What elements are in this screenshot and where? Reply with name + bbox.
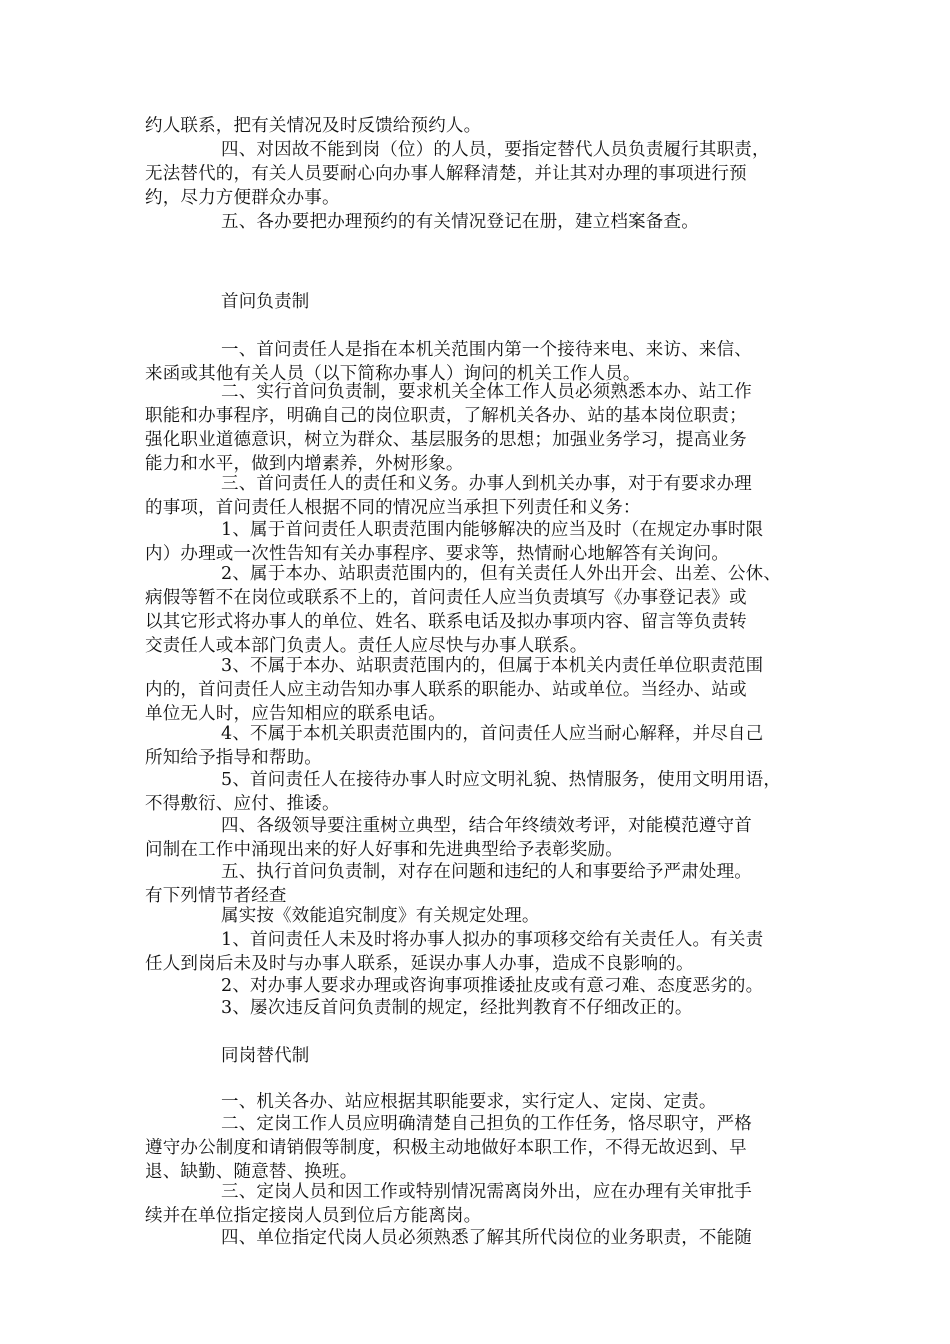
text-line: 2、对办事人要求办理或咨询事项推诿扯皮或有意刁难、态度恶劣的。 [221, 976, 764, 996]
text-line: 任人到岗后未及时与办事人联系，延误办事人办事，造成不良影响的。 [145, 954, 694, 974]
text-line: 续并在单位指定接岗人员到位后方能离岗。 [145, 1206, 482, 1226]
section-heading: 同岗替代制 [221, 1046, 310, 1066]
text-line: 交责任人或本部门负责人。责任人应尽快与办事人联系。 [145, 636, 588, 656]
text-line: 四、单位指定代岗人员必须熟悉了解其所代岗位的业务职责，不能随 [221, 1228, 752, 1248]
text-line: 3、屡次违反首问负责制的规定，经批判教育不仔细改正的。 [221, 998, 693, 1018]
text-line: 内）办理或一次性告知有关办事程序、要求等，热情耐心地解答有关询问。 [145, 544, 730, 564]
text-line: 属实按《效能追究制度》有关规定处理。 [221, 906, 540, 926]
text-line: 遵守办公制度和请销假等制度，积极主动地做好本职工作，不得无故迟到、早 [145, 1138, 747, 1158]
text-line: 问制在工作中涌现出来的好人好事和先进典型给予表彰奖励。 [145, 840, 623, 860]
text-line: 2、属于本办、站职责范围内的，但有关责任人外出开会、出差、公休、 [221, 564, 782, 584]
text-line: 5、首问责任人在接待办事人时应文明礼貌、热情服务，使用文明用语， [221, 770, 782, 790]
text-line: 一、首问责任人是指在本机关范围内第一个接待来电、来访、来信、 [221, 340, 752, 360]
text-line: 强化职业道德意识，树立为群众、基层服务的思想；加强业务学习，提高业务 [145, 430, 747, 450]
text-line: 能力和水平，做到内增素养，外树形象。 [145, 454, 464, 474]
text-line: 二、定岗工作人员应明确清楚自己担负的工作任务，恪尽职守，严格 [221, 1114, 752, 1134]
text-line: 无法替代的，有关人员要耐心向办事人解释清楚，并让其对办理的事项进行预 [145, 164, 747, 184]
text-line: 五、各办要把办理预约的有关情况登记在册，建立档案备查。 [221, 212, 699, 232]
text-line: 来函或其他有关人员（以下简称办事人）询问的机关工作人员。 [145, 364, 641, 384]
text-line: 1、首问责任人未及时将办事人拟办的事项移交给有关责任人。有关责 [221, 930, 764, 950]
text-line: 4、不属于本机关职责范围内的，首问责任人应当耐心解释，并尽自己 [221, 724, 764, 744]
text-line: 约人联系，把有关情况及时反馈给预约人。 [145, 116, 482, 136]
text-line: 职能和办事程序，明确自己的岗位职责，了解机关各办、站的基本岗位职责； [145, 406, 747, 426]
text-line: 一、机关各办、站应根据其职能要求，实行定人、定岗、定责。 [221, 1092, 717, 1112]
text-line: 的事项，首问责任人根据不同的情况应当承担下列责任和义务： [145, 498, 641, 518]
text-line: 二、实行首问负责制，要求机关全体工作人员必须熟悉本办、站工作 [221, 382, 752, 402]
text-line: 四、各级领导要注重树立典型，结合年终绩效考评，对能模范遵守首 [221, 816, 752, 836]
text-line: 退、缺勤、随意替、换班。 [145, 1162, 358, 1182]
text-line: 五、执行首问负责制，对存在问题和违纪的人和事要给予严肃处理。 [221, 862, 752, 882]
text-line: 四、对因故不能到岗（位）的人员，要指定替代人员负责履行其职责， [221, 140, 770, 160]
text-line: 约，尽力方便群众办事。 [145, 188, 340, 208]
text-line: 病假等暂不在岗位或联系不上的，首问责任人应当负责填写《办事登记表》或 [145, 588, 747, 608]
text-line: 三、首问责任人的责任和义务。办事人到机关办事，对于有要求办理 [221, 474, 752, 494]
text-line: 内的，首问责任人应主动告知办事人联系的职能办、站或单位。当经办、站或 [145, 680, 747, 700]
text-line: 所知给予指导和帮助。 [145, 748, 322, 768]
text-line: 单位无人时，应告知相应的联系电话。 [145, 704, 446, 724]
text-line: 以其它形式将办事人的单位、姓名、联系电话及拟办事项内容、留言等负责转 [145, 612, 747, 632]
text-line: 不得敷衍、应付、推诿。 [145, 794, 340, 814]
section-heading: 首问负责制 [221, 292, 310, 312]
text-line: 三、定岗人员和因工作或特别情况需离岗外出，应在办理有关审批手 [221, 1182, 752, 1202]
text-line: 3、不属于本办、站职责范围内的，但属于本机关内责任单位职责范围 [221, 656, 764, 676]
text-line: 有下列情节者经查 [145, 886, 287, 906]
text-line: 1、属于首问责任人职责范围内能够解决的应当及时（在规定办事时限 [221, 520, 764, 540]
